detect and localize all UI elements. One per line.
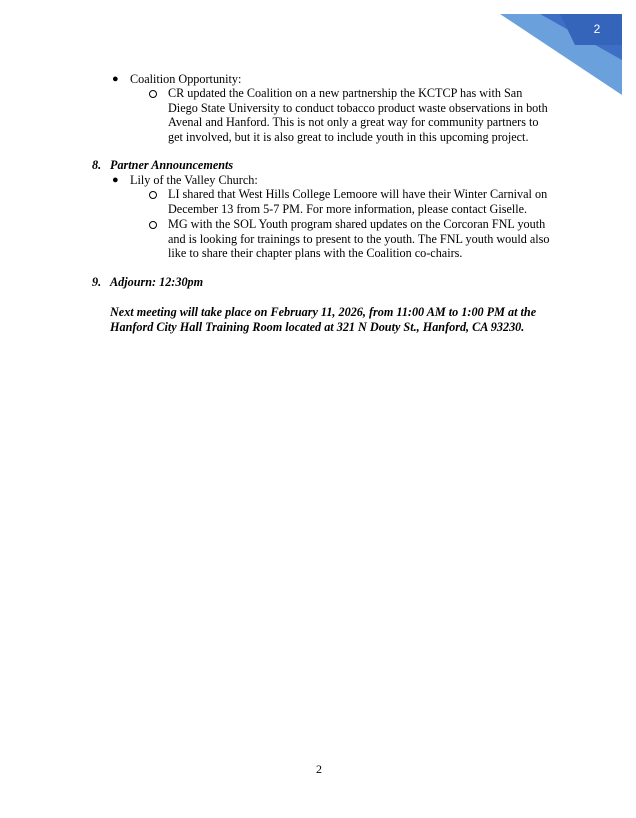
paragraph-line: LI shared that West Hills College Lemoore will have their Winter Carnival on	[168, 187, 548, 201]
paragraph-line: MG with the SOL Youth program shared updates on the Corcoran FNL youth	[168, 217, 546, 231]
section-number: 9.	[92, 275, 102, 289]
paragraph-line: Diego State University to conduct tobacco product waste observations in both	[168, 101, 548, 115]
section-number: 8.	[92, 158, 102, 172]
paragraph-line: like to share their chapter plans with the Coalition co-chairs.	[168, 246, 463, 260]
bullet-icon: ●	[112, 73, 119, 85]
section-title: Partner Announcements	[110, 158, 234, 172]
next-meeting-line: Next meeting will take place on February 11, 2026, from 11:00 AM to 1:00 PM at the	[110, 305, 537, 319]
sub-bullet-icon	[149, 221, 157, 229]
bullet-icon: ●	[112, 174, 119, 186]
paragraph-line: Avenal and Hanford. This is not only a great way for community partners to	[168, 115, 539, 129]
list-item-heading: Lily of the Valley Church:	[130, 173, 258, 187]
paragraph-line: get involved, but it is also great to include youth in this upcoming project.	[168, 130, 529, 144]
corner-page-number: 2	[593, 22, 601, 36]
paragraph-line: and is looking for trainings to present to the youth. The FNL youth would also	[168, 232, 550, 246]
sub-bullet-icon	[149, 90, 157, 98]
footer-page-number: 2	[316, 762, 322, 776]
section-title: Adjourn: 12:30pm	[110, 275, 204, 289]
next-meeting-line: Hanford City Hall Training Room located at 321 N Douty St., Hanford, CA 93230.	[110, 320, 525, 334]
paragraph-line: CR updated the Coalition on a new partnership the KCTCP has with San	[168, 86, 523, 100]
paragraph-line: December 13 from 5-7 PM. For more information, please contact Giselle.	[168, 202, 528, 216]
sub-bullet-icon	[149, 191, 157, 199]
list-item-heading: Coalition Opportunity:	[130, 72, 242, 86]
